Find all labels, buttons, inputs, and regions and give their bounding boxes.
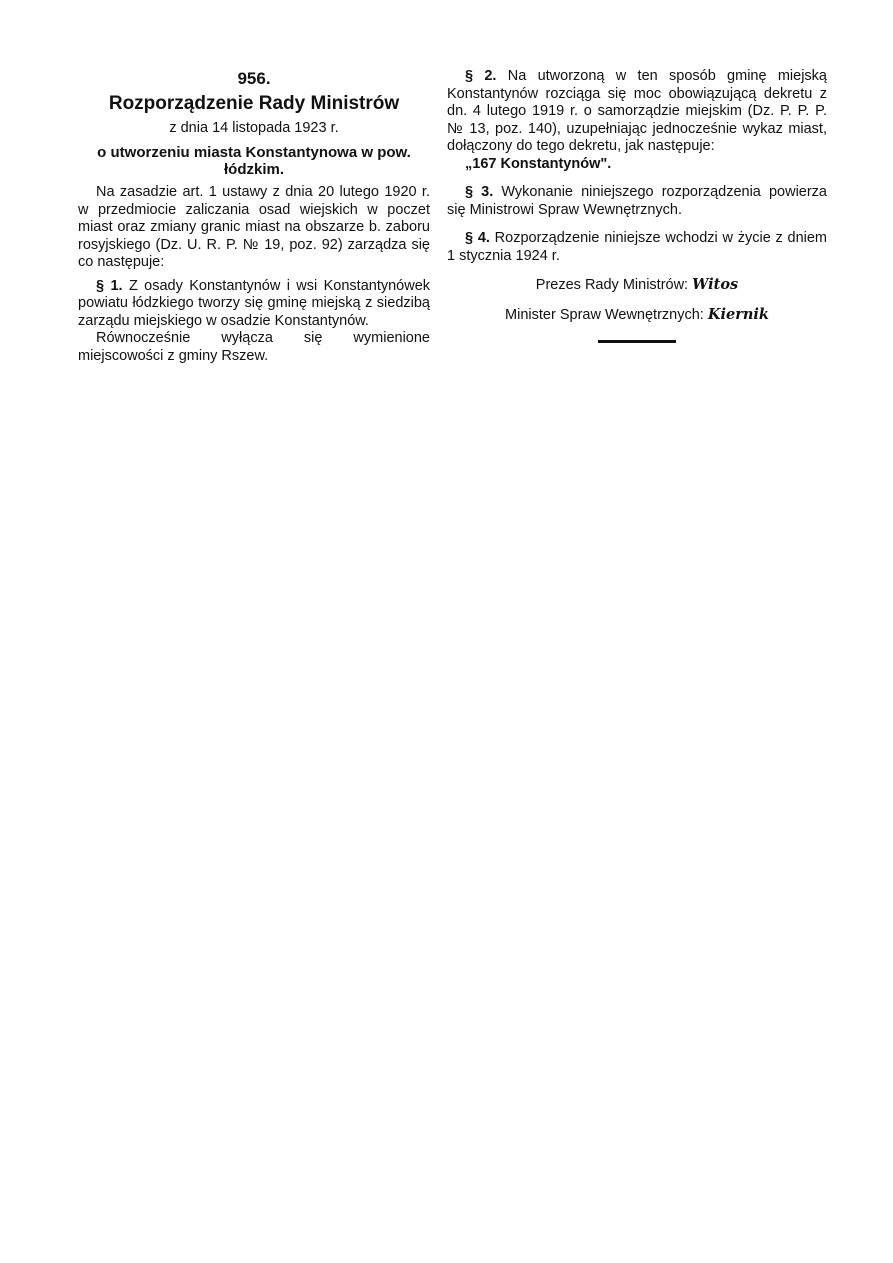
section-1-text: Z osady Konstantynów i wsi Konstantynówek powiatu łódzkiego tworzy się gminę miejską z siedzibą zarządu miejskiego w osadzie Konstantynów. bbox=[78, 277, 431, 329]
section-2-text: Na utworzoną w ten sposób gminę miejską Konstantynów rozciąga się moc obowiązującą dekretu z dn. 4 lutego 1919 r. o samorządzie miejskim (Dz. P. P. P. № 13, poz. 140), uzupełniając jednocześnie wykaz miast, dołączony do tego dekretu, jak następuje: bbox=[447, 68, 827, 154]
signature-name: Kiernik bbox=[707, 305, 769, 323]
signature-prime-minister bbox=[447, 276, 827, 295]
left-column bbox=[78, 68, 430, 365]
act-subject: o utworzeniu miasta Konstantynowa w pow. łódzkim. bbox=[97, 144, 411, 178]
section-4-label: § 4. bbox=[465, 230, 490, 246]
act-date: z dnia 14 listopada 1923 r. bbox=[169, 120, 339, 136]
signature-role: Minister Spraw Wewnętrznych: bbox=[505, 306, 704, 323]
preamble: Na zasadzie art. 1 ustawy z dnia 20 lutego 1920 r. w przedmiocie zaliczania osad wiejskich w poczet miast oraz zmiany granic miast na obszarze b. zaboru rosyjskiego (Dz. U. R. P. № 19, poz. 92) zarządza się co następuje: bbox=[78, 184, 430, 270]
section-2-label: § 2. bbox=[465, 68, 497, 84]
section-3 bbox=[447, 184, 827, 219]
right-column bbox=[447, 68, 827, 343]
section-1-continuation: Równocześnie wyłącza się wymienione miejscowości z gminy Rszew. bbox=[78, 330, 430, 364]
signature-role: Prezes Rady Ministrów: bbox=[535, 277, 689, 293]
section-4-text: Rozporządzenie niniejsze wchodzi w życie z dniem 1 stycznia 1924 r. bbox=[447, 230, 827, 264]
section-3-text: Wykonanie niniejszego rozporządzenia powierza się Ministrowi Spraw Wewnętrznych. bbox=[447, 184, 827, 218]
section-4 bbox=[447, 230, 827, 265]
act-title: Rozporządzenie Rady Ministrów bbox=[108, 93, 400, 114]
section-1-label: § 1. bbox=[96, 277, 123, 294]
act-number: 956. bbox=[237, 69, 271, 88]
signature-name: Witos bbox=[692, 276, 739, 293]
end-rule bbox=[598, 340, 676, 343]
section-2 bbox=[447, 68, 827, 156]
section-1 bbox=[78, 278, 430, 331]
section-3-label: § 3. bbox=[465, 184, 494, 200]
section-2-list-entry: „167 Konstantynów". bbox=[465, 155, 612, 172]
signature-interior-minister bbox=[447, 306, 827, 325]
